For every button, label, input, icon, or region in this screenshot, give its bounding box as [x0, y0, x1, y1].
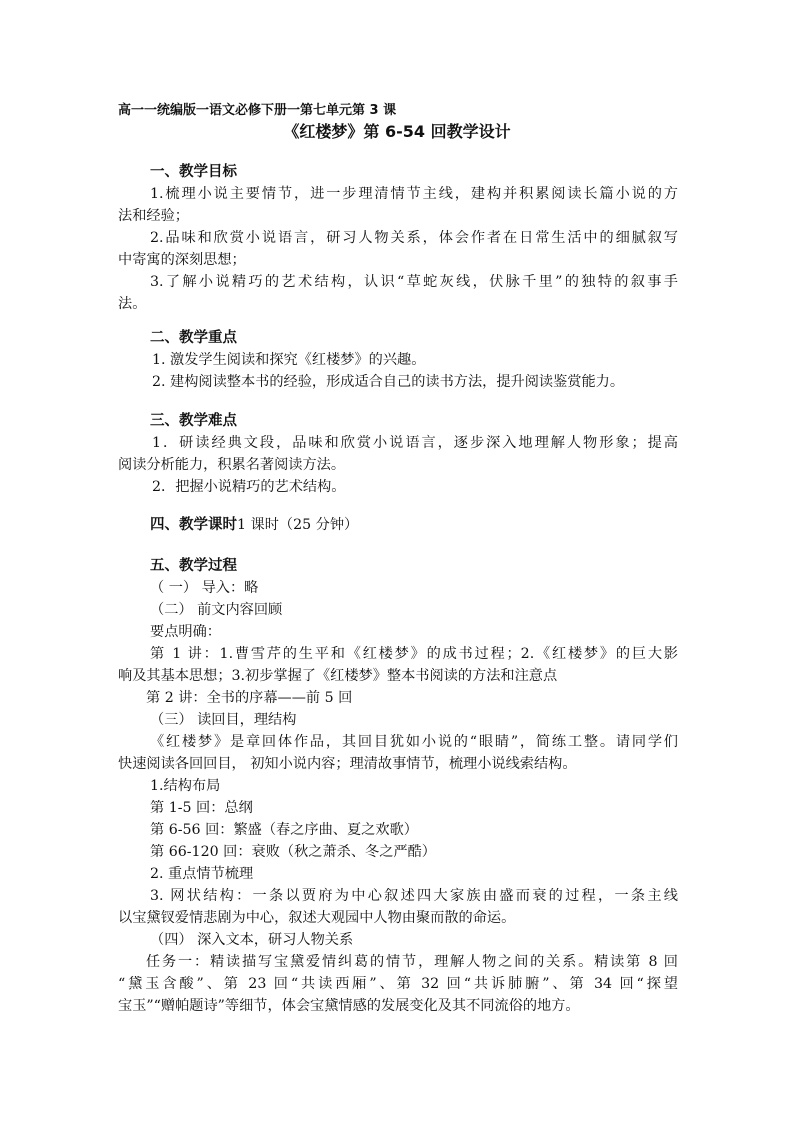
focus-line-2: 2. 建构阅读整本书的经验，形成适合自己的读书方法，提升阅读鉴赏能力。 [152, 374, 625, 390]
process-line-3: 要点明确： [150, 624, 221, 640]
process-line-9: 快速阅读各回回目， 初知小说内容；理清故事情节，梳理小说线索结构。 [118, 756, 577, 772]
goal-line-3: 2.品味和欣赏小说语言，研习人物关系，体会作者在日常生活中的细腻叙写 [150, 230, 678, 246]
difficulty-line-2: 阅读分析能力，积累名著阅读方法。 [118, 457, 346, 473]
section-heading-focus: 二、教学重点 [150, 330, 237, 346]
process-line-4: 第 1 讲：1.曹雪芹的生平和《红楼梦》的成书过程；2.《红楼梦》的巨大影 [150, 646, 678, 662]
hours-line [150, 514, 678, 536]
process-line-16: 以宝黛钗爱情悲剧为中心，叙述大观园中人物由聚而散的命运。 [118, 910, 516, 926]
process-line-15: 3. 网状结构：一条以贾府为中心叙述四大家族由盛而衰的过程，一条主线 [150, 888, 678, 904]
process-line-1: （ 一） 导入：略 [150, 580, 259, 596]
process-line-2: （二） 前文内容回顾 [150, 602, 283, 618]
goal-line-6: 法。 [118, 296, 147, 312]
process-line-18: 任务一：精读描写宝黛爱情纠葛的情节，理解人物之间的关系。精读第 8 回 [146, 954, 678, 970]
process-line-11: 第 1-5 回：总纲 [150, 800, 253, 816]
process-line-20: 宝玉”“赠帕题诗”等细节，体会宝黛情感的发展变化及其不同流俗的地方。 [118, 998, 580, 1014]
goal-line-4: 中寄寓的深刻思想； [118, 252, 246, 268]
process-line-14: 2. 重点情节梳理 [150, 866, 254, 882]
difficulty-line-1: 1．研读经典文段，品味和欣赏小说语言，逐步深入地理解人物形象；提高 [152, 435, 678, 451]
process-line-7: （三） 读回目，理结构 [150, 712, 297, 728]
section-heading-difficulty: 三、教学难点 [150, 413, 237, 429]
focus-line-1: 1. 激发学生阅读和探究《红楼梦》的兴趣。 [152, 352, 426, 368]
hours-value: 1 课时（25 分钟） [237, 517, 359, 533]
process-line-8: 《红楼梦》是章回体作品，其回目犹如小说的“眼睛”，简练工整。请同学们 [150, 734, 678, 750]
process-line-6: 第 2 讲：全书的序幕——前 5 回 [146, 690, 353, 706]
section-heading-process: 五、教学过程 [150, 558, 237, 574]
process-line-19: “黛玉含酸”、第 23 回“共读西厢”、第 32 回“共诉肺腑”、第 34 回“探望 [118, 976, 678, 992]
goal-line-1: 1.梳理小说主要情节，进一步理清情节主线，建构并积累阅读长篇小说的方 [150, 186, 678, 202]
document-title: 《红楼梦》第 6-54 回教学设计 [283, 122, 511, 141]
process-line-17: （四） 深入文本，研习人物关系 [150, 932, 354, 948]
process-line-12: 第 6-56 回：繁盛（春之序曲、夏之欢歌） [150, 822, 418, 838]
goal-line-5: 3.了解小说精巧的艺术结构，认识“草蛇灰线，伏脉千里”的独特的叙事手 [150, 274, 678, 290]
process-line-13: 第 66-120 回：衰败（秋之萧杀、冬之严酷） [150, 844, 436, 860]
course-header: 高一一统编版一语文必修下册一第七单元第 3 课 [118, 103, 397, 118]
section-heading-goals: 一、教学目标 [150, 164, 237, 180]
section-heading-hours: 四、教学课时 [150, 517, 237, 533]
process-line-5: 响及其基本思想；3.初步掌握了《红楼梦》整本书阅读的方法和注意点 [118, 668, 558, 684]
difficulty-line-3: 2．把握小说精巧的艺术结构。 [152, 479, 346, 495]
process-line-10: 1.结构布局 [150, 778, 221, 794]
goal-line-2: 法和经验； [118, 208, 189, 224]
